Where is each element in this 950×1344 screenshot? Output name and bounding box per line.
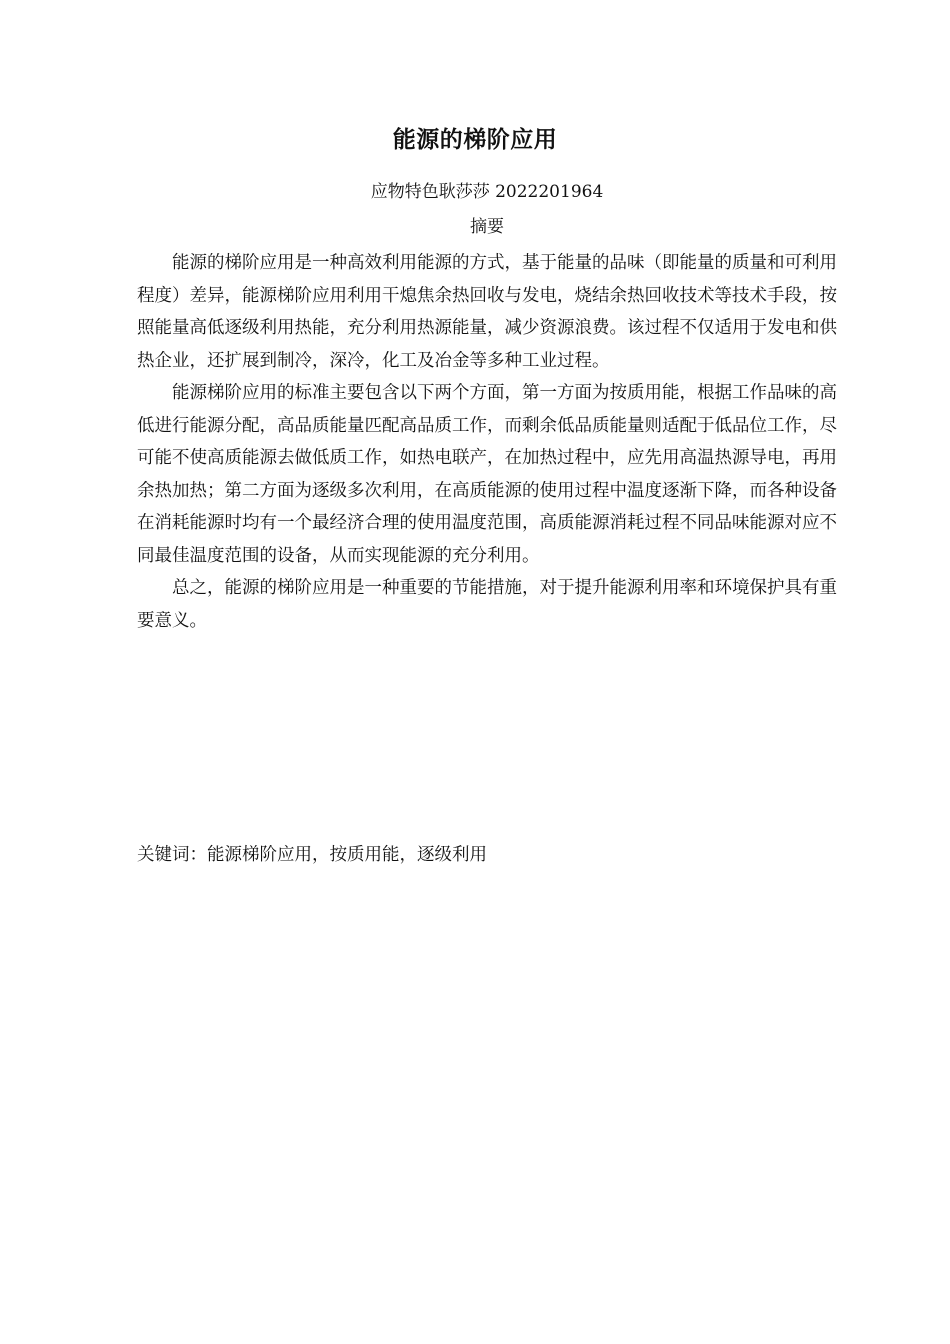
- keywords-line: 关键词：能源梯阶应用，按质用能，逐级利用: [137, 845, 487, 865]
- paragraph-2: 能源梯阶应用的标准主要包含以下两个方面，第一方面为按质用能，根据工作品味的高低进行能源分配，高品质能量匹配高品质工作，而剩余低品质能量则适配于低品位工作，尽可能不使高质能源去做低质工作，如热电联产，在加热过程中，应先用高温热源导电，再用余热加热；第二方面为逐级多次利用，在高质能源的使用过程中温度逐渐下降，而各种设备在消耗能源时均有一个最经济合理的使用温度范围，高质能源消耗过程不同品味能源对应不同最佳温度范围的设备，从而实现能源的充分利用。: [137, 383, 837, 566]
- abstract-body: [137, 247, 837, 637]
- paragraph-1: 能源的梯阶应用是一种高效利用能源的方式，基于能量的品味（即能量的质量和可利用程度）差异，能源梯阶应用利用干熄焦余热回收与发电，烧结余热回收技术等技术手段，按照能量高低逐级利用热能，充分利用热源能量，减少资源浪费。该过程不仅适用于发电和供热企业，还扩展到制冷，深冷，化工及冶金等多种工业过程。: [137, 253, 837, 371]
- document-title: 能源的梯阶应用: [392, 127, 558, 153]
- author-line: 应物特色耿莎莎 2022201964: [370, 182, 604, 202]
- abstract-heading: 摘要: [470, 217, 504, 237]
- paragraph-3: 总之，能源的梯阶应用是一种重要的节能措施，对于提升能源利用率和环境保护具有重要意义。: [137, 578, 837, 631]
